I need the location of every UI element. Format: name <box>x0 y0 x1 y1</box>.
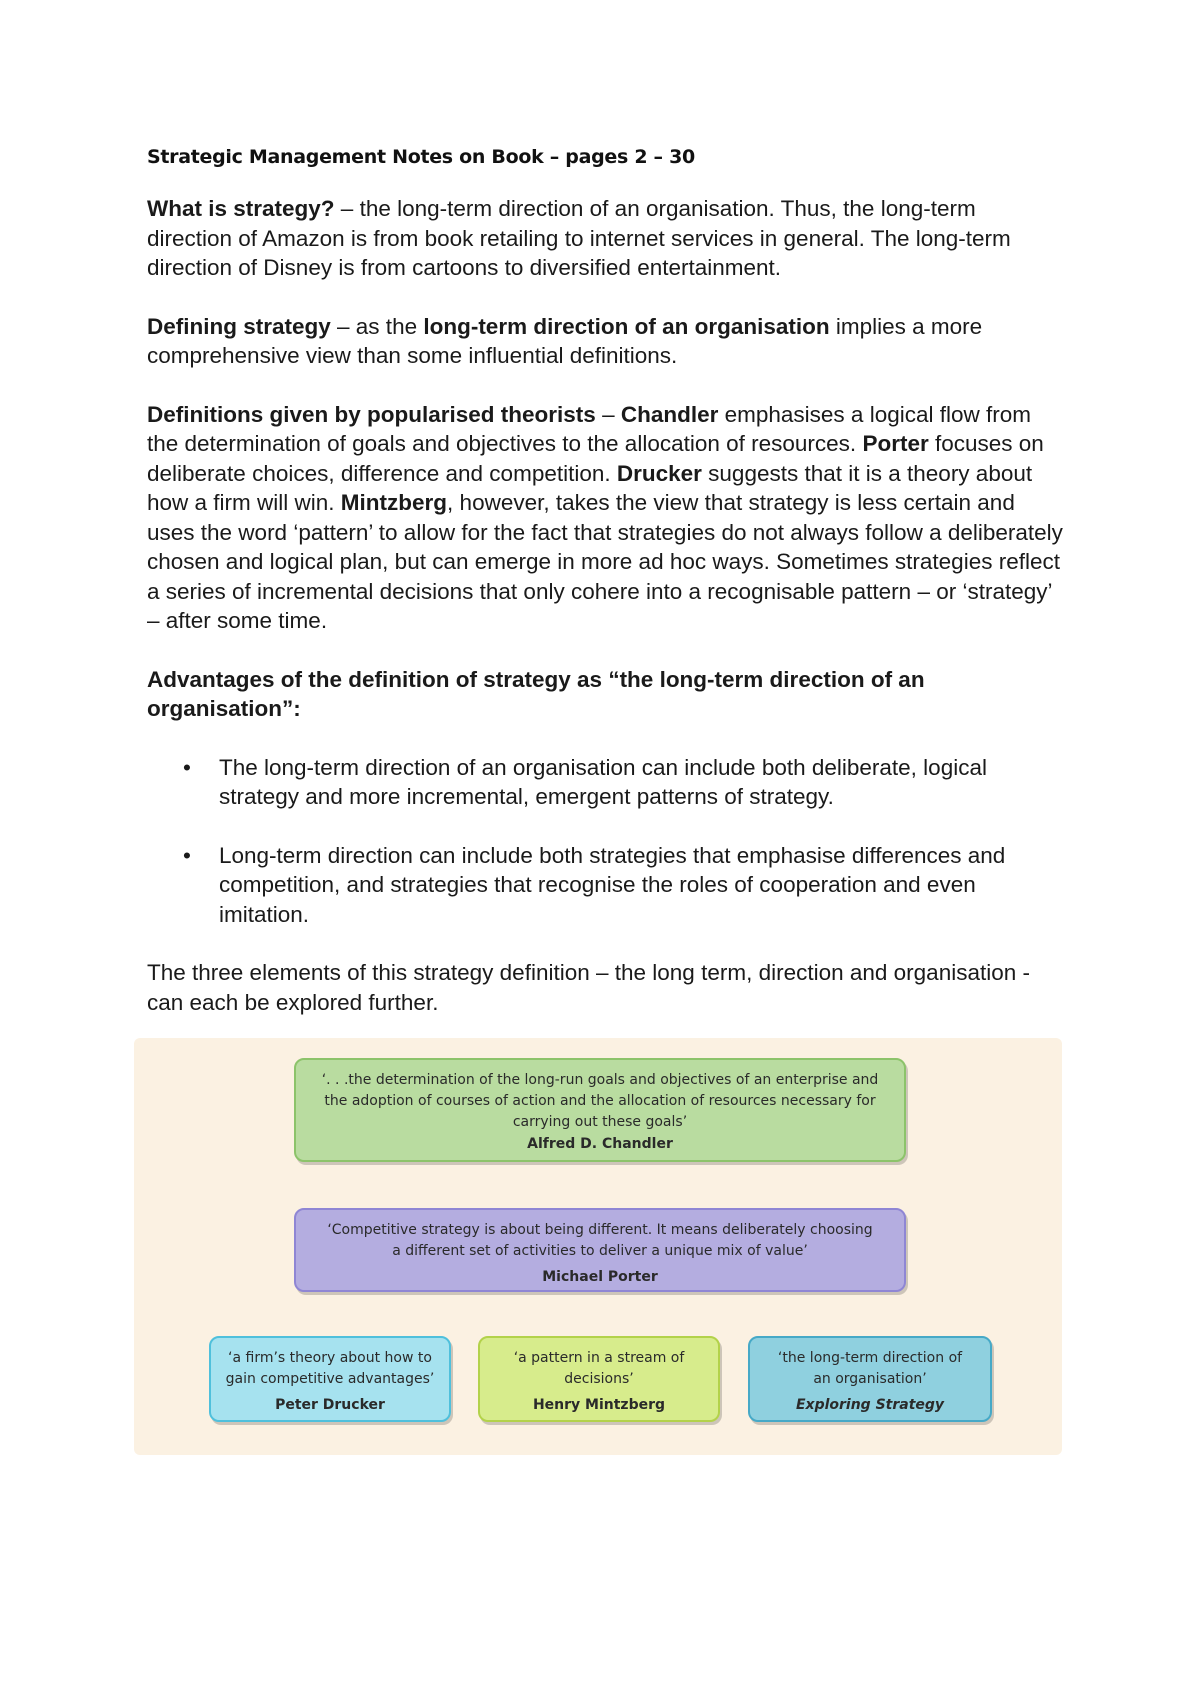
drucker-quote: ‘a firm’s theory about how to gain competitive advantages’ <box>225 1350 435 1387</box>
chandler-quote: ‘. . .the determination of the long-run goals and objectives of an enterprise and the adoption of courses of action and the allocation of resources necessary for carrying out these goals’ <box>321 1072 879 1130</box>
paragraph-defining-strategy: Defining strategy – as the long-term direction of an organisation implies a more comprehensive view than some influential definitions. <box>147 313 983 368</box>
advantages-list <box>147 753 1067 930</box>
paragraph-what-is-strategy: What is strategy? – the long-term direction of an organisation. Thus, the long-term direction of Amazon is from book retailing to internet services in general. The long-term direction of Disney is from cartoons to diversified entertainment. <box>147 196 1011 280</box>
mintzberg-author: Henry Mintzberg <box>532 1397 666 1413</box>
porter-author: Michael Porter <box>542 1269 658 1285</box>
term-defining-strategy: Defining strategy <box>147 313 331 339</box>
drucker-author: Peter Drucker <box>275 1397 385 1413</box>
advantages-heading: Advantages of the definition of strategy as “the long-term direction of an organisation”: <box>147 666 925 721</box>
list-item: • Long-term direction can include both strategies that emphasise differences and competition, and strategies that recognise the roles of cooperation and even imitation. <box>183 842 1006 927</box>
closing-paragraph: The three elements of this strategy definition – the long term, direction and organisation - can each be explored further. <box>147 960 1030 1015</box>
chandler-author: Alfred D. Chandler <box>527 1136 673 1152</box>
list-item: • The long-term direction of an organisation can include both deliberate, logical strategy and more incremental, emergent patterns of strategy. <box>183 754 987 809</box>
porter-quote-box <box>294 1208 906 1292</box>
exploring-strategy-quote-box <box>748 1336 992 1422</box>
paragraph-definitions: Definitions given by popularised theorists – Chandler emphasises a logical flow from the determination of goals and objectives to the allocation of resources. Porter focuses on deliberate choices, difference and competition. Drucker suggests that it is a theory about how a firm will win. Mintzberg, however, takes the view that strategy is less certain and uses the word ‘pattern’ to allow for the fact that strategies do not always follow a deliberately chosen and logical plan, but can emerge in more ad hoc ways. Sometimes strategies reflect a series of incremental decisions that only cohere into a recognisable pattern – or ‘strategy’ – after some time. <box>147 401 1063 633</box>
term-what-is-strategy: What is strategy? <box>147 196 335 221</box>
mintzberg-quote: ‘a pattern in a stream of decisions’ <box>513 1350 685 1387</box>
document-body <box>147 146 1067 1046</box>
exploring-strategy-quote: ‘the long-term direction of an organisation’ <box>777 1350 963 1387</box>
porter-quote: ‘Competitive strategy is about being different. It means deliberately choosing a different set of activities to deliver a unique mix of value’ <box>327 1222 873 1259</box>
bullet-icon: • <box>183 754 191 780</box>
mintzberg-quote-box <box>478 1336 720 1422</box>
exploring-strategy-author: Exploring Strategy <box>795 1397 945 1413</box>
drucker-quote-box <box>209 1336 451 1422</box>
strategy-definitions-figure <box>134 1038 1062 1455</box>
bullet-icon: • <box>183 842 191 868</box>
term-definitions: Definitions given by popularised theorists <box>147 401 596 427</box>
page-title: Strategic Management Notes on Book – pages 2 – 30 <box>147 146 695 168</box>
chandler-quote-box <box>294 1058 906 1162</box>
